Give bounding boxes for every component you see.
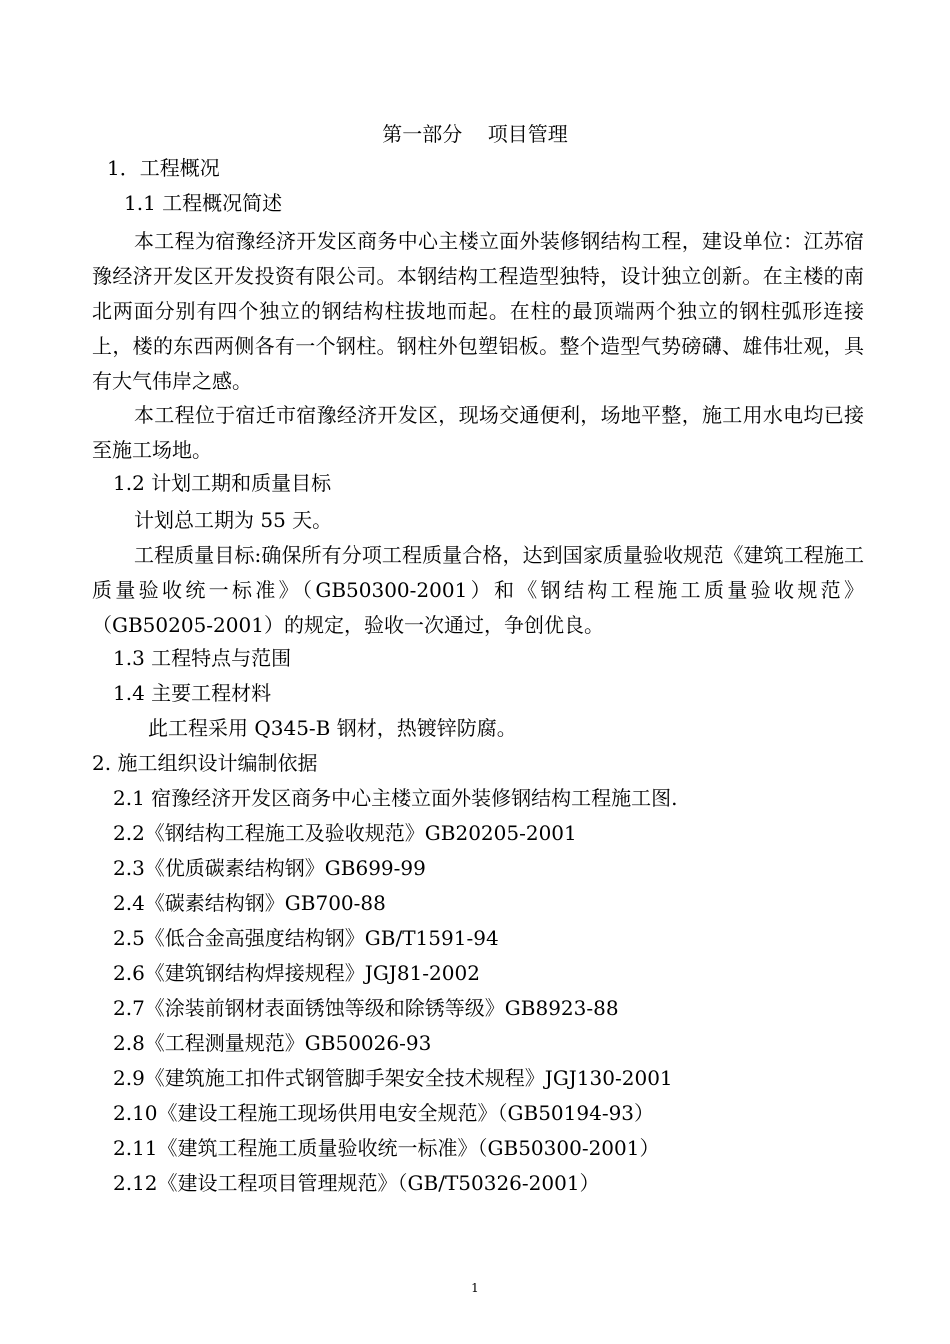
list-item: 2.5《低合金高强度结构钢》GB/T1591-94 xyxy=(113,926,499,950)
list-item: 2.11《建筑工程施工质量验收统一标准》（GB50300-2001） xyxy=(113,1136,660,1160)
subsection-1-3-heading: 1.3 工程特点与范围 xyxy=(113,646,292,670)
list-item: 2.7《涂装前钢材表面锈蚀等级和除锈等级》GB8923-88 xyxy=(113,996,619,1020)
subsection-1-4-heading: 1.4 主要工程材料 xyxy=(113,681,272,705)
page-title: 第一部分 项目管理 xyxy=(382,122,568,146)
paragraph-project-location: 本工程位于宿迁市宿豫经济开发区，现场交通便利，场地平整，施工用水电均已接至施工场地。 xyxy=(92,403,864,462)
list-item: 2.3《优质碳素结构钢》GB699-99 xyxy=(113,856,426,880)
list-item: 2.2《钢结构工程施工及验收规范》GB20205-2001 xyxy=(113,821,577,845)
list-item: 2.10《建设工程施工现场供用电安全规范》（GB50194-93） xyxy=(113,1101,655,1125)
list-item: 2.6《建筑钢结构焊接规程》JGJ81-2002 xyxy=(113,961,480,985)
list-item: 2.12《建设工程项目管理规范》（GB/T50326-2001） xyxy=(113,1171,600,1195)
paragraph-materials: 此工程采用 Q345-B 钢材，热镀锌防腐。 xyxy=(148,716,517,740)
list-item: 2.8《工程测量规范》GB50026-93 xyxy=(113,1031,432,1055)
paragraph-project-overview: 本工程为宿豫经济开发区商务中心主楼立面外装修钢结构工程，建设单位：江苏宿豫经济开发区开发投资有限公司。本钢结构工程造型独特，设计独立创新。在主楼的南北两面分别有四个独立的钢结构柱拔地而起。在柱的最顶端两个独立的钢柱弧形连接上，楼的东西两侧各有一个钢柱。钢柱外包塑铝板。整个造型气势磅礴、雄伟壮观，具有大气伟岸之感。 xyxy=(92,229,864,393)
list-item: 2.4《碳素结构钢》GB700-88 xyxy=(113,891,386,915)
paragraph-quality-target: 工程质量目标:确保所有分项工程质量合格，达到国家质量验收规范《建筑工程施工质量验收统一标准》（GB50300-2001）和《钢结构工程施工质量验收规范》（GB50205-2001）的规定，验收一次通过，争创优良。 xyxy=(92,543,864,637)
paragraph-schedule: 计划总工期为 55 天。 xyxy=(134,508,333,532)
list-item: 2.9《建筑施工扣件式钢管脚手架安全技术规程》JGJ130-2001 xyxy=(113,1066,673,1090)
subsection-1-1-heading: 1.1 工程概况简述 xyxy=(124,191,283,215)
subsection-1-2-heading: 1.2 计划工期和质量目标 xyxy=(113,471,332,495)
list-item: 2.1 宿豫经济开发区商务中心主楼立面外装修钢结构工程施工图. xyxy=(113,786,678,810)
section-2-heading: 2. 施工组织设计编制依据 xyxy=(92,751,318,775)
page-number: 1 xyxy=(471,1281,479,1295)
section-1-heading: 1．工程概况 xyxy=(107,156,220,180)
